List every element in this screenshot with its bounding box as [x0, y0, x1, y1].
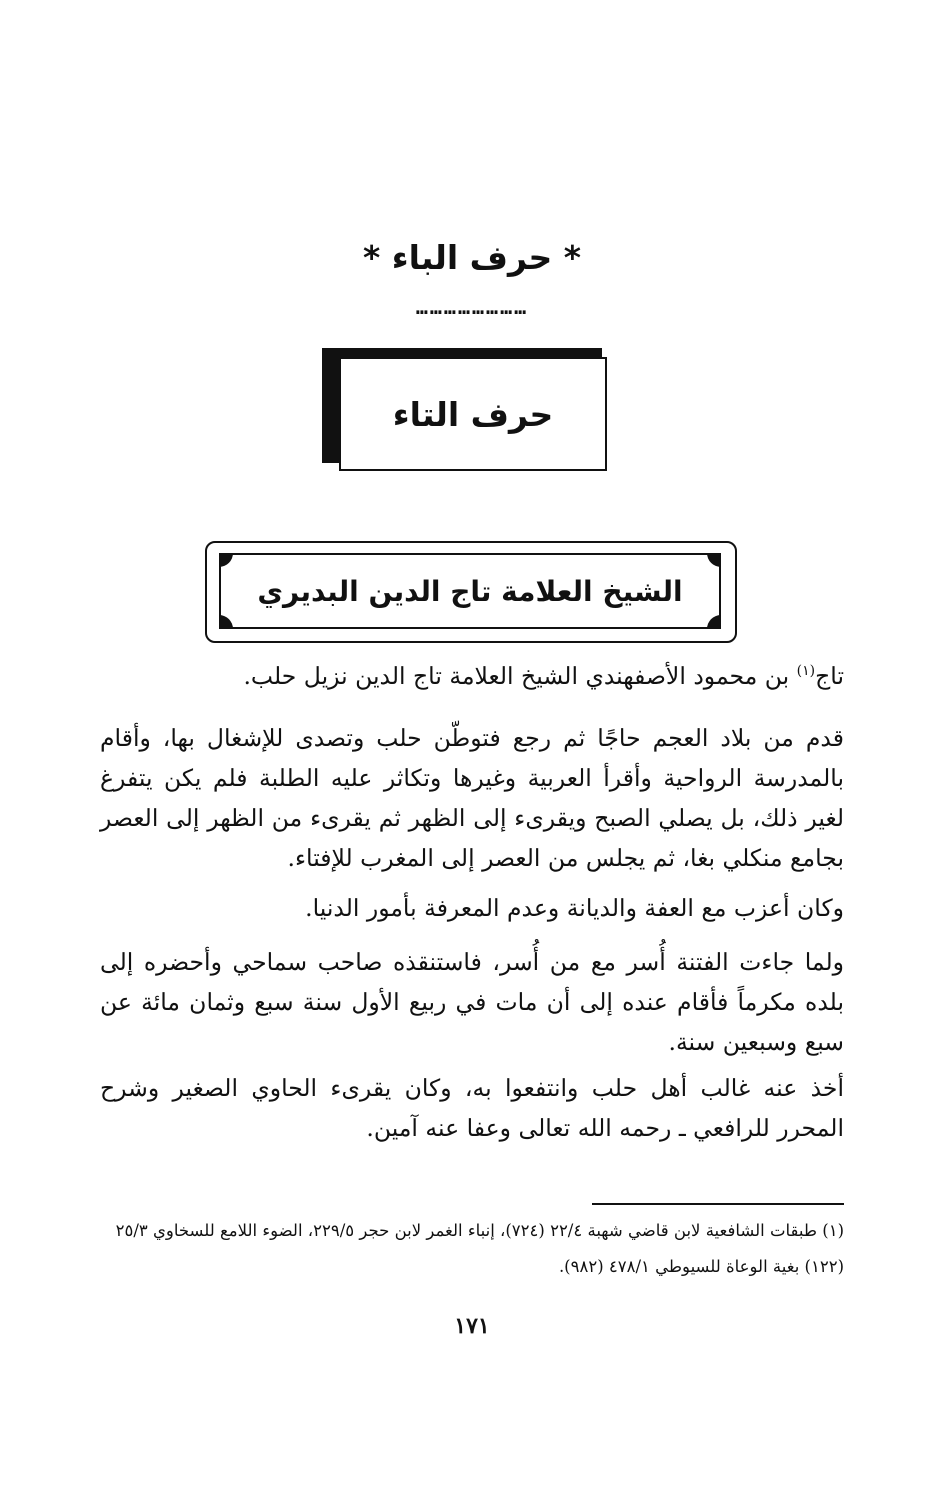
section-header: * حرف الباء * — [362, 238, 582, 277]
page-number: ١٧١ — [454, 1313, 490, 1339]
paragraph-students: أخذ عنه غالب أهل حلب وانتفعوا به، وكان يقرىء الحاوي الصغير وشرح المحرر للرافعي ـ رحمه الله تعالى وعفا عنه آمين. — [100, 1074, 844, 1142]
footnote-rule — [592, 1203, 844, 1205]
subject-name: تاج — [815, 662, 844, 690]
footnote-marker: (١) — [796, 663, 816, 680]
biography-title: الشيخ العلامة تاج الدين البديري — [219, 553, 721, 629]
chapter-title: حرف التاء — [339, 357, 607, 471]
paragraph-captivity: ولما جاءت الفتنة أُسر مع من أُسر، فاستنقذه صاحب سماحي وأحضره إلى بلده مكرماً فأقام عنده إلى أن مات في ربيع الأول سنة سبع وثمان مائة عن سبع وسبعين سنة. — [100, 948, 844, 1056]
paragraph-biography: قدم من بلاد العجم حاجًا ثم رجع فتوطّن حلب وتصدى للإشغال بها، وأقام بالمدرسة الرواحية وأقرأ العربية وغيرها وتكاثر عليه الطلبة فلم يكن يتفرغ لغير ذلك، بل يصلي الصبح ويقرىء إلى الظهر ثم يقرىء من الظهر إلى العصر بجامع منكلي بغا، ثم يجلس من العصر إلى المغرب للإفتاء. — [100, 724, 844, 872]
paragraph-intro — [100, 656, 844, 696]
paragraph-character: وكان أعزب مع العفة والديانة وعدم المعرفة بأمور الدنيا. — [305, 894, 844, 922]
footnote: (١) طبقات الشافعية لابن قاضي شهبة ٢٢/٤ (٧٢٤)، إنباء الغمر لابن حجر ٢٢٩/٥، الضوء اللامع للسخاوي ٢٥/٣ (١٢٢) بغية الوعاة للسيوطي ٤٧٨/١ (٩٨٢). — [115, 1221, 844, 1276]
divider-dots: …………………… — [415, 295, 529, 319]
paragraph-text: بن محمود الأصفهندي الشيخ العلامة تاج الدين نزيل حلب. — [243, 662, 797, 690]
